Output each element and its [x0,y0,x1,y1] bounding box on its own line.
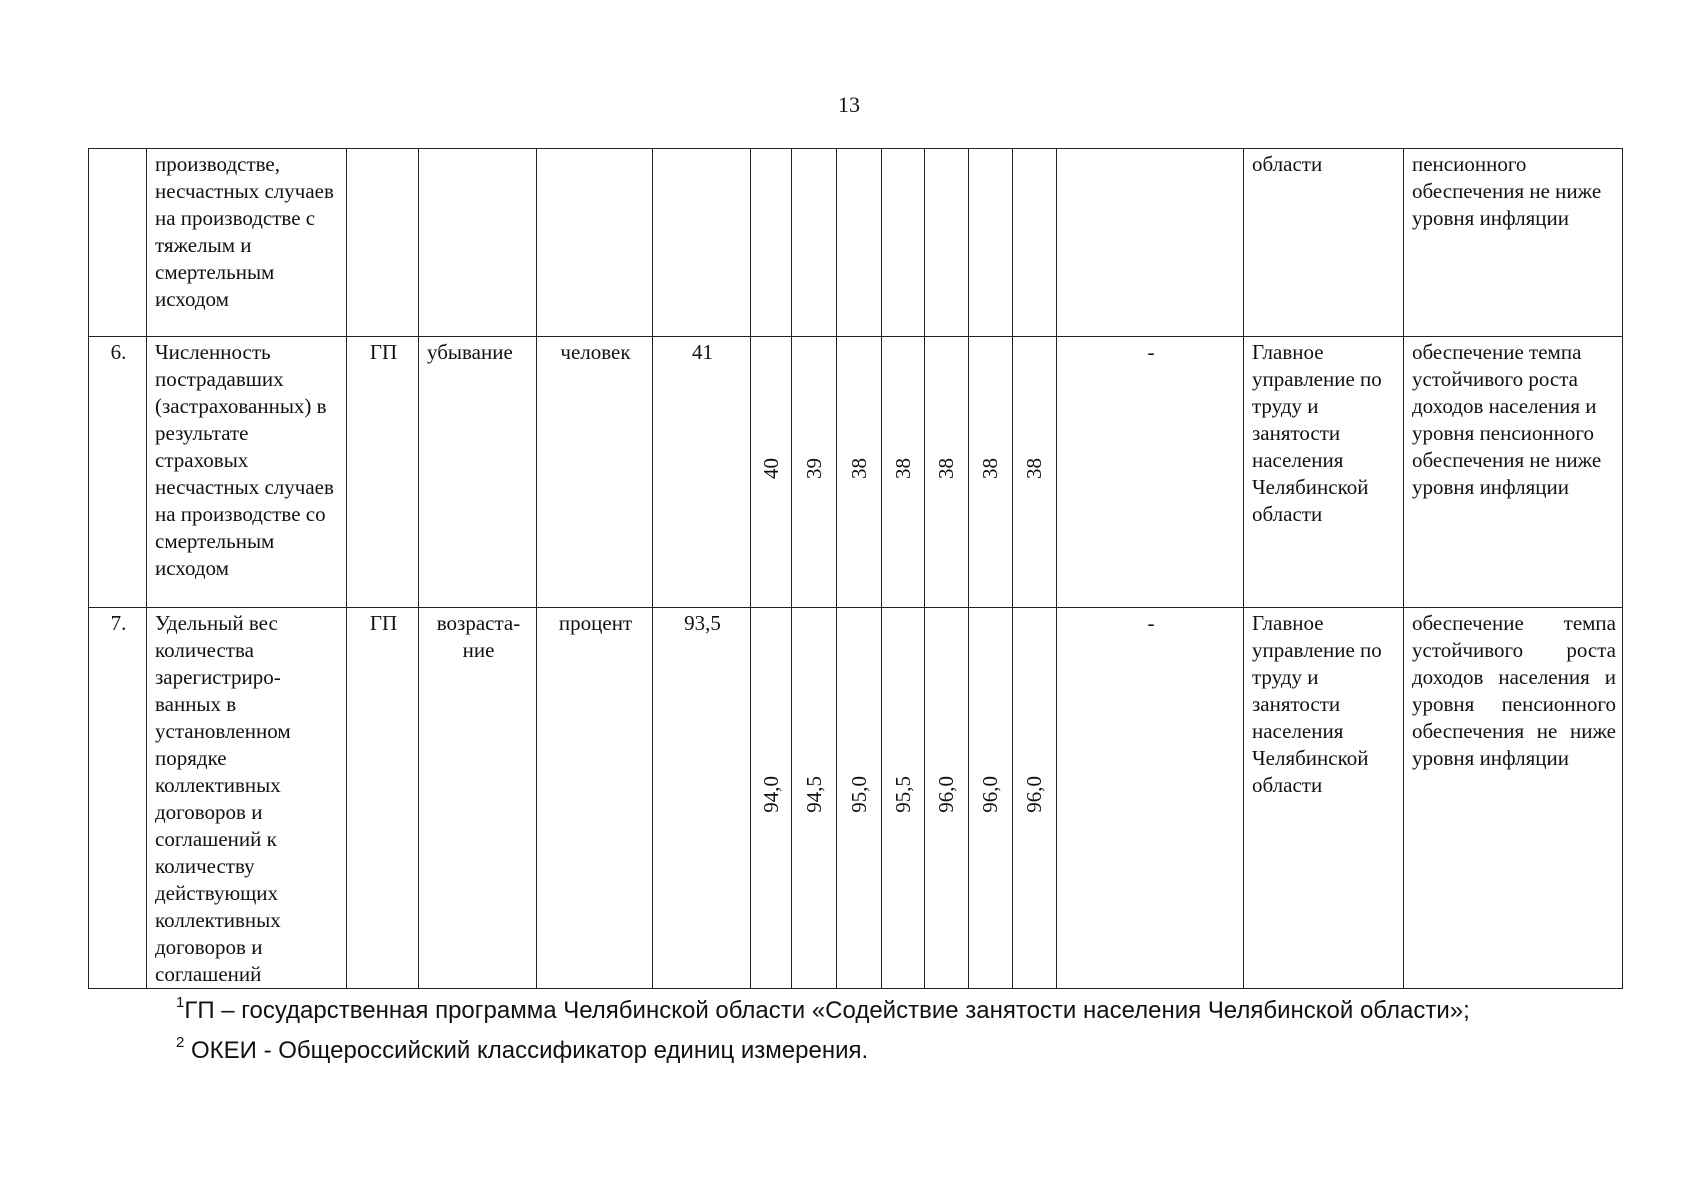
indicator-name: Удельный вес количества зарегистриро-ванных в установленном порядке коллективных договоров и соглашений к количеству действующих коллективных договоров и соглашений [147,608,347,989]
year-value: 38 [882,337,925,608]
indicator-unit [537,149,653,337]
footnote-text: ОКЕИ - Общероссийский классификатор единиц измерения. [191,1037,869,1064]
footnote-1 [176,988,1470,1028]
indicator-base-value [653,149,751,337]
year-value: 38 [1013,337,1057,608]
year-value [1013,149,1057,337]
indicator-extra: - [1057,337,1244,608]
indicator-trend: убывание [419,337,537,608]
year-value [969,149,1013,337]
year-value [925,149,969,337]
indicator-extra: - [1057,608,1244,989]
indicator-goal: обеспечение темпа устойчивого роста доходов населения и уровня пенсионного обеспечения не ниже уровня инфляции [1404,608,1623,989]
table-row [89,608,1623,989]
indicator-extra [1057,149,1244,337]
footnotes [176,988,1470,1068]
year-value: 95,0 [837,608,882,989]
year-value: 96,0 [925,608,969,989]
indicators-table [88,148,1623,989]
table-row [89,337,1623,608]
row-number: 7. [89,608,147,989]
row-number [89,149,147,337]
year-value: 94,5 [792,608,837,989]
year-value: 38 [969,337,1013,608]
indicator-goal: пенсионного обеспечения не ниже уровня инфляции [1404,149,1623,337]
indicator-base-value: 93,5 [653,608,751,989]
page-number: 13 [838,92,860,117]
year-value: 39 [792,337,837,608]
indicator-executor: Главное управление по труду и занятости населения Челябинской области [1244,337,1404,608]
indicator-type: ГП [347,608,419,989]
indicator-type [347,149,419,337]
year-value [751,149,792,337]
year-value: 96,0 [969,608,1013,989]
footnote-mark: 2 [176,1034,185,1051]
indicator-goal: обеспечение темпа устойчивого роста доходов населения и уровня пенсионного обеспечения не ниже уровня инфляции [1404,337,1623,608]
footnote-2 [176,1028,1470,1068]
year-value [882,149,925,337]
year-value [792,149,837,337]
year-value: 40 [751,337,792,608]
footnote-text: ГП – государственная программа Челябинской области «Содействие занятости населения Челябинской области»; [184,997,1470,1024]
indicator-type: ГП [347,337,419,608]
indicator-unit: человек [537,337,653,608]
year-value [837,149,882,337]
indicator-name: производстве, несчастных случаев на производстве с тяжелым и смертельным исходом [147,149,347,337]
indicator-executor: Главное управление по труду и занятости населения Челябинской области [1244,608,1404,989]
row-number: 6. [89,337,147,608]
year-value: 94,0 [751,608,792,989]
indicator-base-value: 41 [653,337,751,608]
year-value: 38 [925,337,969,608]
year-value: 96,0 [1013,608,1057,989]
footnote-mark: 1 [176,994,185,1011]
year-value: 38 [837,337,882,608]
indicator-name: Численность пострадавших (застрахованных) в результате страховых несчастных случаев на производстве со смертельным исходом [147,337,347,608]
year-value: 95,5 [882,608,925,989]
indicator-executor: области [1244,149,1404,337]
indicator-trend [419,149,537,337]
table-row [89,149,1623,337]
indicator-unit: процент [537,608,653,989]
indicator-trend: возраста-ние [419,608,537,989]
